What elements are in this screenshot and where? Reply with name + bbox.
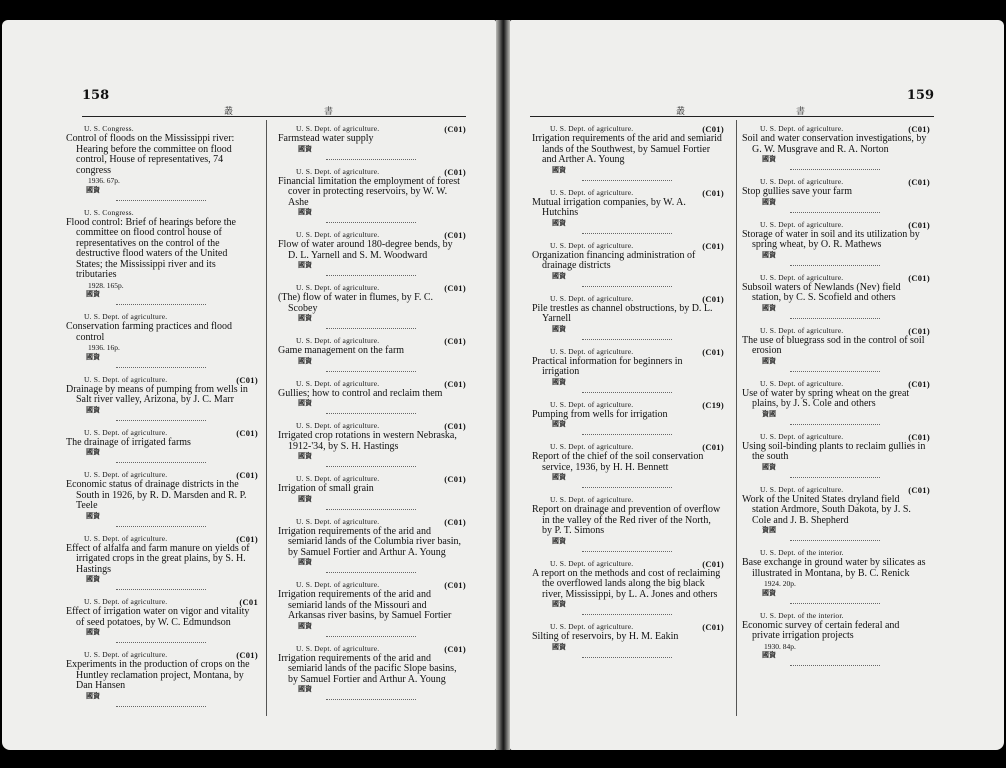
catalog-entry [66, 597, 256, 643]
entry-separator [790, 477, 880, 478]
entry-separator [582, 614, 672, 615]
entry-separator [582, 233, 672, 234]
entry-agency: U. S. Dept. of agriculture. [296, 166, 380, 176]
entry-separator [582, 339, 672, 340]
entry-title: Silting of reservoirs, by H. M. Eakin [532, 631, 679, 642]
entry-code: (C19) [702, 399, 724, 410]
entry-code: (C01) [236, 650, 258, 660]
entry-pages: 1928. 165p. [88, 280, 124, 290]
entry-separator [326, 222, 416, 223]
entry-location-mark: 國資 [86, 691, 100, 700]
entry-agency: U. S. Dept. of agriculture. [760, 431, 844, 441]
entry-title: Stop gullies save your farm [742, 186, 852, 197]
entry-code: (C01) [702, 293, 724, 304]
book-gutter [496, 20, 510, 750]
entry-location-mark: 國資 [762, 155, 776, 163]
entry-location-mark: 國資 [298, 356, 312, 365]
entry-separator [116, 642, 206, 643]
catalog-entry [532, 442, 722, 488]
entry-separator [116, 304, 206, 305]
entry-agency: U. S. Dept. of agriculture. [760, 124, 844, 133]
entry-code: (C01) [444, 643, 466, 654]
entry-location-mark: 國資 [298, 621, 312, 630]
entry-code: (C01) [702, 346, 724, 357]
entry-agency: U. S. Dept. of agriculture. [550, 495, 634, 504]
entry-location-mark: 國資 [86, 185, 100, 194]
entry-separator [326, 328, 416, 329]
entry-agency: U. S. Dept. of agriculture. [84, 597, 168, 606]
entry-location-mark: 國資 [86, 575, 100, 583]
entry-location-mark: 國資 [762, 197, 776, 206]
entry-title: Effect of irrigation water on vigor and vitality of seed potatoes, by W. C. Edmundson [66, 606, 250, 628]
entry-agency: U. S. Dept. of agriculture. [296, 124, 380, 133]
entry-separator [116, 526, 206, 527]
entry-separator [116, 367, 206, 368]
entry-separator [790, 371, 880, 372]
entry-code: (C01) [236, 374, 258, 385]
entry-location-mark: 國資 [552, 165, 566, 174]
entry-pages: 1936. 16p. [88, 343, 120, 352]
entry-location-mark: 國資 [552, 324, 566, 333]
entry-title: Subsoil waters of Newlands (Nev) field station, by C. S. Scofield and others [742, 281, 901, 303]
catalog-entry [66, 312, 256, 368]
catalog-entry [532, 495, 722, 552]
catalog-entry [66, 375, 256, 421]
column-divider [266, 120, 267, 716]
entry-separator [790, 540, 880, 541]
entry-separator [116, 706, 206, 707]
entry-title: Economic status of drainage districts in the South in 1926, by R. D. Marsden and R. P. Teele [66, 479, 247, 511]
catalog-entry [742, 124, 928, 170]
catalog-entry [532, 622, 722, 658]
entry-code: (C01) [702, 622, 724, 632]
entry-agency: U. S. Dept. of agriculture. [550, 187, 634, 197]
entry-title: Flow of water around 180-degree bends, by D. L. Yarnell and S. M. Woodward [278, 239, 453, 261]
entry-location-mark: 國資 [762, 303, 776, 312]
entry-title: Control of floods on the Mississippi river: Hearing before the committee on flood control, House of representatives, 74 congress [66, 133, 235, 176]
entry-location-mark: 國資 [762, 462, 776, 471]
entry-agency: U. S. Dept. of agriculture. [550, 293, 634, 303]
entry-location-mark: 資國 [762, 526, 776, 534]
entry-title: Irrigation requirements of the arid and semiarid lands of the pacific Slope basins, by Samuel Fortier and Arthur A. Young [278, 652, 457, 685]
entry-location-mark: 國資 [298, 558, 312, 566]
entry-separator [582, 657, 672, 658]
entry-title: Work of the United States dryland field station Ardmore, South Dakota, by J. S. Cole and J. B. Shepherd [742, 493, 911, 526]
catalog-entry [66, 470, 256, 527]
entry-agency: U. S. Dept. of agriculture. [296, 643, 380, 653]
catalog-entry [532, 124, 722, 181]
entry-code: (C01) [702, 240, 724, 251]
entry-location-mark: 國資 [762, 588, 776, 597]
entry-title: Soil and water conservation investigations, by G. W. Musgrave and R. A. Norton [742, 133, 927, 155]
entry-title: Irrigation requirements of the arid and semiarid lands of the Missouri and Arkansas river basins, by Samuel Fortier [278, 589, 452, 621]
catalog-entry [532, 559, 722, 616]
entry-agency: U. S. Dept. of agriculture. [84, 427, 168, 437]
catalog-entry [742, 548, 928, 604]
catalog-entry [532, 347, 722, 393]
entry-title: Drainage by means of pumping from wells in Salt river valley, Arizona, by J. C. Marr [66, 383, 248, 405]
entry-code: (C01) [702, 187, 724, 198]
entry-pages: 1936. 67p. [88, 176, 120, 185]
entry-separator [790, 424, 880, 425]
entry-pages: 1930. 84p. [764, 641, 796, 651]
entry-title: Flood control: Brief of hearings before the committee on flood control house of representatives on the control of the destructive flood waters of the United States; the Mississippi river and its tributaries [66, 216, 236, 280]
entry-separator [116, 589, 206, 590]
entry-code: (C01) [444, 230, 466, 240]
entry-location-mark: 國資 [552, 377, 566, 386]
catalog-entry [278, 474, 464, 510]
entry-code: (C01) [236, 427, 258, 438]
catalog-entry [742, 177, 928, 213]
entry-separator [790, 212, 880, 213]
right-page-header [510, 88, 1004, 116]
entry-separator [790, 169, 880, 170]
catalog-entry [742, 432, 928, 478]
header-rule [530, 116, 934, 117]
entry-separator [326, 636, 416, 637]
catalog-entry [66, 650, 256, 707]
entry-title: Pile trestles as channel obstructions, by D. L. Yarnell [532, 302, 713, 324]
entry-separator [326, 466, 416, 467]
right-page [510, 20, 1004, 750]
entry-agency: U. S. Dept. of agriculture. [760, 177, 844, 186]
entry-location-mark: 國資 [86, 352, 100, 361]
entry-agency: U. S. Dept. of agriculture. [760, 484, 844, 494]
entry-location-mark: 國資 [552, 420, 566, 428]
page-number: 158 [82, 88, 110, 103]
entry-code: (C01) [702, 124, 724, 134]
entry-separator [326, 159, 416, 160]
entry-agency: U. S. Dept. of agriculture. [760, 272, 844, 282]
catalog-entry [742, 326, 928, 372]
entry-title: A report on the methods and cost of reclaiming the overflowed lands along the big black river, Mississippi, by L. A. Jones and others [532, 567, 721, 600]
heading-character: 書 [796, 106, 806, 116]
catalog-entry [742, 273, 928, 319]
entry-title: Storage of water in soil and its utilization by spring wheat, by O. R. Mathews [742, 228, 920, 250]
catalog-entry [278, 124, 464, 160]
catalog-entry [532, 294, 722, 340]
entry-location-mark: 國資 [552, 536, 566, 545]
right-column-2 [742, 124, 928, 673]
entry-title: Conservation farming practices and flood control [66, 321, 233, 343]
entry-title: Base exchange in ground water by silicates as illustrated in Montana, by B. C. Renick [742, 557, 926, 579]
entry-title: Irrigation of small grain [278, 483, 374, 494]
entry-code: (C01) [444, 516, 466, 527]
catalog-entry [532, 241, 722, 287]
entry-agency: U. S. Dept. of agriculture. [296, 283, 380, 292]
entry-agency: U. S. Dept. of agriculture. [84, 650, 168, 659]
entry-code: (C01) [444, 124, 466, 134]
entry-title: Report of the chief of the soil conservation service, 1936, by H. H. Bennett [532, 451, 704, 473]
catalog-entry [278, 421, 464, 467]
entry-agency: U. S. Congress. [84, 207, 134, 217]
entry-title: Mutual irrigation companies, by W. A. Hutchins [532, 196, 686, 218]
entry-separator [116, 462, 206, 463]
entry-agency: U. S. Dept. of agriculture. [760, 219, 844, 229]
catalog-entry [66, 208, 256, 306]
entry-title: Practical information for beginners in irrigation [532, 355, 683, 377]
entry-title: Irrigation requirements of the arid and semiarid lands of the Columbia river basin, by Samuel Fortier and Arthur A. Young [278, 525, 462, 558]
entry-location-mark: 國資 [762, 651, 776, 659]
entry-code: (C01) [444, 336, 466, 346]
entry-location-mark: 國資 [298, 144, 312, 153]
entry-agency: U. S. Dept. of agriculture. [84, 374, 168, 384]
entry-code: (C01) [444, 283, 466, 293]
left-page [2, 20, 496, 750]
entry-separator [326, 371, 416, 372]
entry-agency: U. S. Dept. of agriculture. [84, 533, 168, 543]
entry-location-mark: 國資 [552, 642, 566, 651]
entry-agency: U. S. Dept. of agriculture. [296, 516, 380, 526]
page-number: 159 [906, 88, 934, 103]
catalog-entry [278, 336, 464, 372]
entry-agency: U. S. Dept. of agriculture. [550, 240, 634, 250]
heading-character: 叢 [676, 106, 686, 116]
entry-agency: U. S. Dept. of agriculture. [550, 622, 634, 631]
entry-title: Experiments in the production of crops on the Huntley reclamation project, Montana, by Dan Hansen [66, 659, 250, 691]
catalog-entry [66, 428, 256, 464]
entry-title: Game management on the farm [278, 345, 405, 356]
heading-character: 書 [324, 106, 334, 116]
entry-location-mark: 國資 [86, 448, 100, 456]
left-column-2 [278, 124, 464, 707]
entry-location-mark: 國資 [762, 356, 776, 365]
catalog-entry [278, 580, 464, 637]
entry-title: Using soil-binding plants to reclaim gullies in the south [742, 440, 926, 462]
entry-title: Organization financing administration of drainage districts [532, 249, 696, 271]
entry-agency: U. S. Dept. of agriculture. [296, 378, 380, 388]
entry-agency: U. S. Dept. of agriculture. [550, 399, 634, 409]
entry-location-mark: 國資 [552, 218, 566, 227]
entry-code: (C01) [444, 421, 466, 431]
entry-title: Pumping from wells for irrigation [532, 408, 668, 420]
entry-separator [326, 699, 416, 700]
catalog-entry [278, 517, 464, 574]
right-column-1 [532, 124, 722, 665]
entry-separator [582, 392, 672, 393]
entry-separator [790, 603, 880, 604]
column-divider [736, 120, 737, 716]
left-column-1 [66, 124, 256, 714]
entry-agency: U. S. Dept. of agriculture. [550, 346, 634, 356]
entry-location-mark: 國資 [298, 399, 312, 407]
entry-location-mark: 國資 [762, 250, 776, 259]
catalog-entry [742, 485, 928, 542]
entry-title: (The) flow of water in flumes, by F. C. Scobey [278, 292, 433, 314]
entry-title: The drainage of irrigated farms [66, 436, 191, 448]
entry-location-mark: 國資 [86, 628, 100, 636]
catalog-entry [278, 283, 464, 329]
entry-separator [582, 487, 672, 488]
entry-title: Gullies; how to control and reclaim them [278, 387, 443, 399]
entry-agency: U. S. Dept. of agriculture. [296, 230, 380, 239]
entry-location-mark: 國資 [552, 600, 566, 608]
catalog-entry [278, 644, 464, 701]
entry-agency: U. S. Dept. of agriculture. [296, 580, 380, 589]
header-rule [82, 116, 466, 117]
entry-agency: U. S. Dept. of agriculture. [84, 312, 168, 321]
catalog-entry [532, 188, 722, 234]
entry-agency: U. S. Dept. of agriculture. [550, 442, 634, 451]
entry-title: The use of bluegrass sod in the control of soil erosion [742, 334, 925, 356]
entry-code: (C01) [444, 474, 466, 484]
entry-agency: U. S. Dept. of the interior. [760, 548, 844, 557]
entry-title: Irrigated crop rotations in western Nebraska, 1912-'34, by S. H. Hastings [278, 430, 457, 452]
entry-code: (C01) [908, 431, 930, 442]
entry-code: (C01) [908, 378, 930, 389]
entry-code: (C01) [236, 533, 258, 544]
catalog-entry [742, 611, 928, 667]
catalog-entry [66, 534, 256, 591]
entry-separator [326, 509, 416, 510]
entry-separator [582, 286, 672, 287]
entry-code: (C01) [702, 442, 724, 452]
entry-separator [582, 551, 672, 552]
entry-location-mark: 國資 [298, 685, 312, 693]
entry-agency: U. S. Dept. of agriculture. [296, 336, 380, 345]
entry-code: (C01) [908, 177, 930, 187]
entry-separator [790, 265, 880, 266]
entry-agency: U. S. Congress. [84, 124, 134, 133]
entry-code: (C01) [908, 484, 930, 495]
catalog-entry [532, 400, 722, 436]
entry-location-mark: 國資 [552, 271, 566, 280]
entry-agency: U. S. Dept. of agriculture. [550, 558, 634, 568]
left-page-header [2, 88, 496, 116]
entry-title: Irrigation requirements of the arid and semiarid lands of the Southwest, by Samuel Fortier and Arther A. Young [532, 133, 722, 165]
entry-separator [326, 572, 416, 573]
catalog-entry [742, 220, 928, 266]
entry-title: Economic survey of certain federal and private irrigation projects [742, 619, 900, 641]
entry-separator [326, 275, 416, 276]
entry-location-mark: 國資 [86, 511, 100, 520]
entry-agency: U. S. Dept. of agriculture. [760, 325, 844, 335]
entry-agency: U. S. Dept. of agriculture. [550, 124, 634, 133]
catalog-entry [278, 379, 464, 415]
entry-code: (C01) [236, 470, 258, 480]
entry-location-mark: 資國 [762, 409, 776, 418]
entry-code: (C01) [444, 580, 466, 590]
heading-character: 叢 [224, 106, 234, 116]
entry-code: (C01) [908, 325, 930, 336]
entry-title: Report on drainage and prevention of overflow in the valley of the Red river of the North, by P. T. Simons [532, 504, 721, 536]
entry-location-mark: 國資 [298, 452, 312, 460]
entry-separator [582, 434, 672, 435]
entry-title: Farmstead water supply [278, 133, 374, 144]
entry-location-mark: 國資 [298, 208, 312, 216]
entry-code: (C01) [702, 558, 724, 569]
entry-agency: U. S. Dept. of agriculture. [760, 378, 844, 388]
entry-title: Financial limitation the employment of forest cover in protecting reservoirs, by W. W. Ashe [278, 175, 460, 208]
entry-agency: U. S. Dept. of agriculture. [84, 470, 168, 479]
entry-agency: U. S. Dept. of agriculture. [296, 474, 380, 483]
entry-separator [790, 318, 880, 319]
catalog-entry [278, 230, 464, 276]
entry-title: Effect of alfalfa and farm manure on yields of irrigated crops in the great plains, by S. H. Hastings [66, 542, 250, 575]
entry-location-mark: 國資 [86, 405, 100, 414]
catalog-entry [66, 124, 256, 201]
entry-separator [582, 180, 672, 181]
entry-location-mark: 國資 [552, 473, 566, 481]
catalog-entry [278, 167, 464, 224]
entry-separator [326, 413, 416, 414]
entry-agency: U. S. Dept. of agriculture. [296, 421, 380, 430]
entry-agency: U. S. Dept. of the interior. [760, 610, 844, 620]
entry-code: (C01 [239, 597, 258, 607]
entry-pages: 1924. 20p. [764, 579, 796, 588]
entry-code: (C01) [444, 166, 466, 177]
entry-title: Use of water by spring wheat on the great plains, by J. S. Cole and others [742, 387, 910, 409]
entry-separator [790, 665, 880, 666]
entry-location-mark: 國資 [298, 261, 312, 269]
entry-separator [116, 200, 206, 201]
entry-separator [116, 420, 206, 421]
entry-code: (C01) [908, 124, 930, 134]
entry-location-mark: 國資 [298, 494, 312, 503]
entry-code: (C01) [444, 378, 466, 389]
entry-location-mark: 國資 [298, 314, 312, 322]
entry-code: (C01) [908, 272, 930, 283]
entry-location-mark: 國資 [86, 290, 100, 298]
catalog-entry [742, 379, 928, 425]
entry-code: (C01) [908, 219, 930, 230]
